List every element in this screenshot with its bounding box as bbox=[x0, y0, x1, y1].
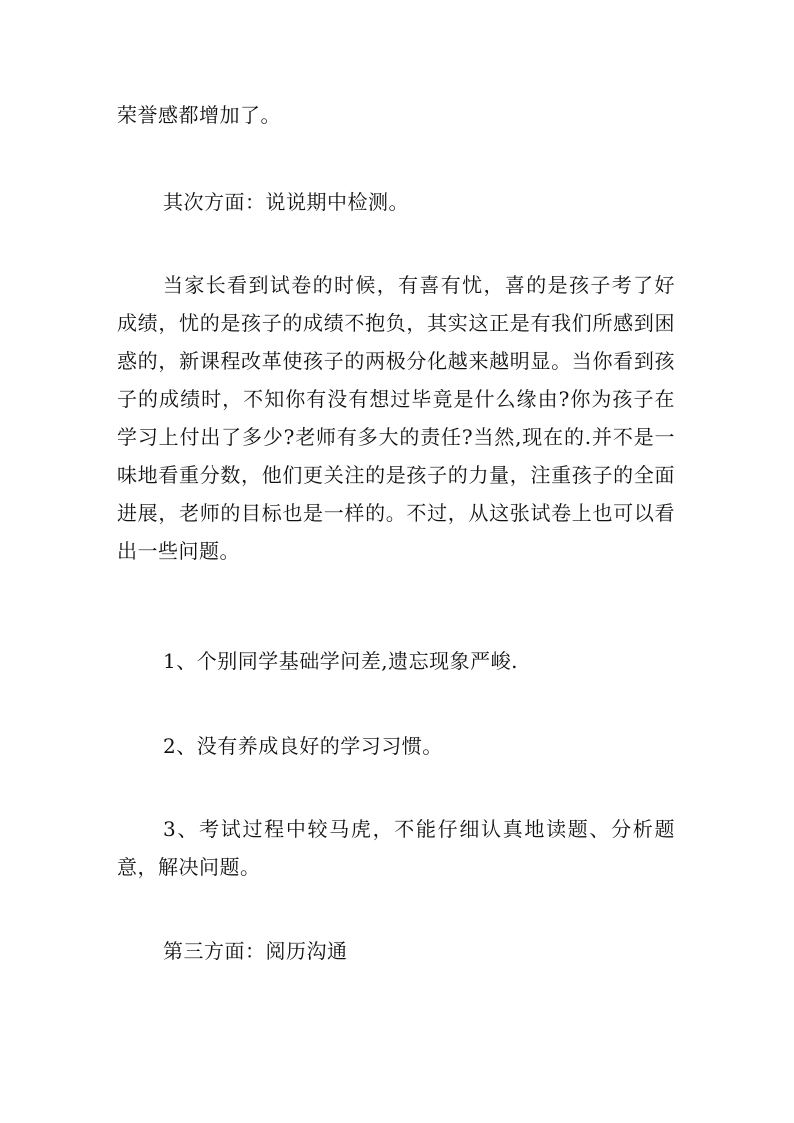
list-item-3: 3、考试过程中较马虎，不能仔细认真地读题、分析题意，解决问题。 bbox=[117, 817, 675, 879]
section-heading-second: 其次方面：说说期中检测。 bbox=[163, 190, 409, 214]
paragraph-exam-analysis: 当家长看到试卷的时候，有喜有忧，喜的是孩子考了好成绩，忧的是孩子的成绩不抱负，其实这正是有我们所感到困惑的，新课程改革使孩子的两极分化越来越明显。当你看到孩子的成绩时，不知你有没有想过毕竟是什么缘由?你为孩子在学习上付出了多少?老师有多大的责任?当然,现在的.并不是一味地看重分数，他们更关注的是孩子的力量，注重孩子的全面进展，老师的目标也是一样的。不过，从这张试卷上也可以看出一些问题。 bbox=[117, 273, 675, 563]
list-item-2: 2、没有养成良好的学习习惯。 bbox=[163, 734, 443, 758]
section-heading-third: 第三方面：阅历沟通 bbox=[163, 939, 348, 963]
paragraph-continuation: 荣誉感都增加了。 bbox=[117, 103, 281, 127]
list-item-1: 1、个别同学基础学问差,遗忘现象严峻. bbox=[163, 649, 518, 673]
